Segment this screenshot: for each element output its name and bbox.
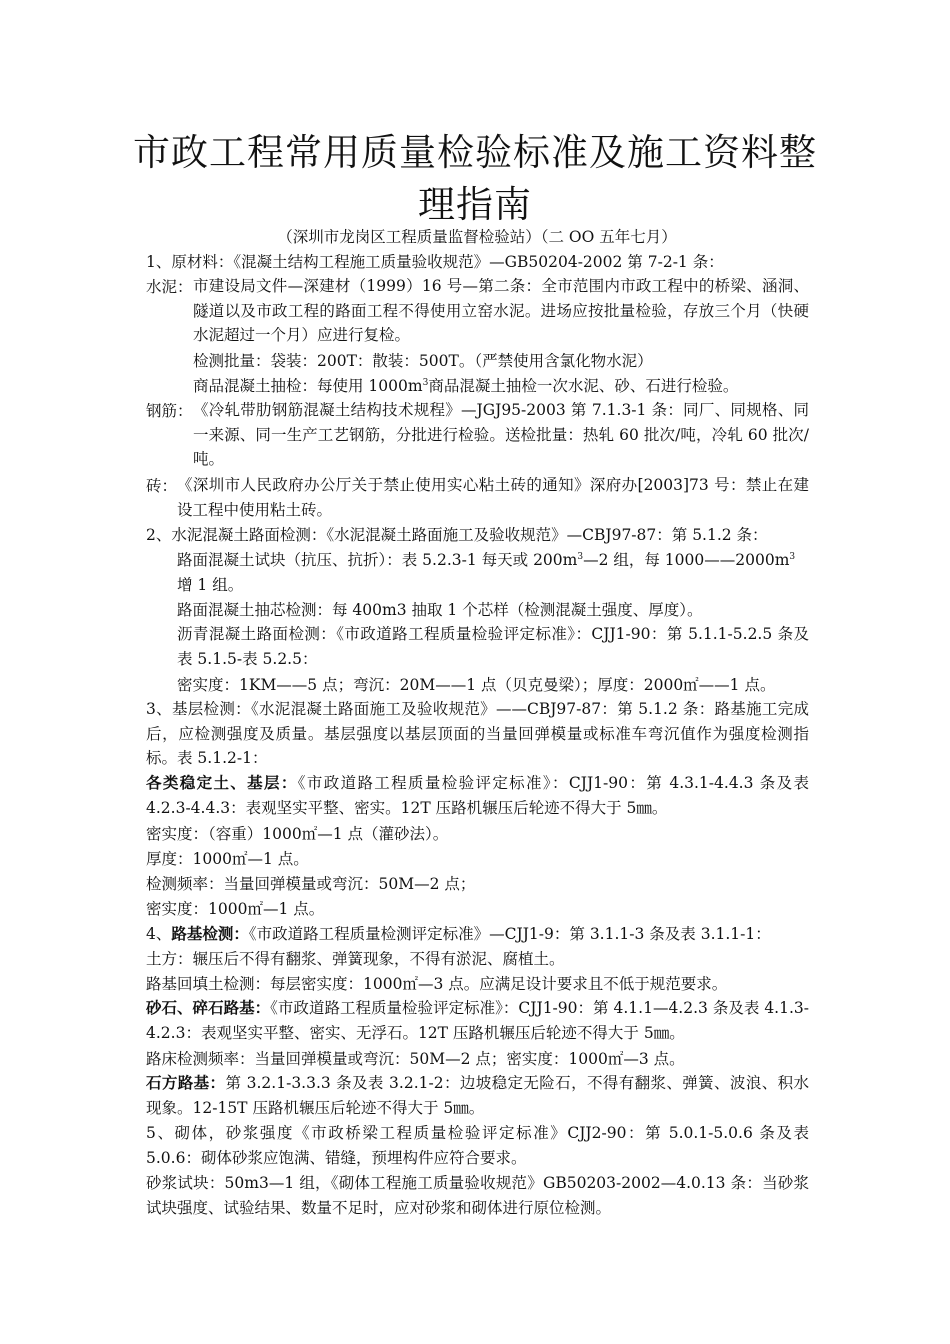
gravel-subgrade-paragraph: 砂石、碎石路基：《市政道路工程质量检验评定标准》：CJJ1-90：第 4.1.1—4.2.3 条及表 4.1.3-4.2.3：表观坚实平整、密实、无浮石。12T 压路机辗压后轮迹不得大于 5㎜。 — [146, 998, 809, 1042]
base-density-text: 密实度：（容重）1000㎡—1 点（灌砂法）。 — [146, 825, 449, 843]
core-sampling-text: 路面混凝土抽芯检测：每 400m3 抽取 1 个芯样（检测混凝土强度、厚度）。 — [177, 601, 703, 619]
document-title-line-1: 市政工程常用质量检验标准及施工资料整 — [133, 131, 817, 174]
stabilized-soil-paragraph: 各类稳定土、基层：《市政道路工程质量检验评定标准》：CJJ1-90：第 4.3.1-4.4.3 条及表 4.2.3-4.4.3：表观坚实平整、密实。12T 压路机辗压后轮迹不得大于 5㎜。 — [146, 773, 809, 817]
pavement-test-block-line: 路面混凝土试块（抗压、抗折）：表 5.2.3-1 每天或 $200m^3—2$ 组，每 $1000——2000m^3$ — [177, 551, 796, 569]
section-4-heading: 4、路基检测：《市政道路工程质量检测评定标准》—CJJ1-9：第 3.1.1-3 条及表 3.1.1-1： — [146, 924, 771, 943]
base-thickness-text: 厚度：1000㎡—1 点。 — [146, 850, 309, 868]
document-subtitle: （深圳市龙岗区工程质量监督检验站）（二 OO 五年七月） — [277, 228, 677, 246]
density-frequency-text: 密实度：1KM——5 点；弯沉：20M——1 点（贝克曼梁）；厚度：2000㎡——1 点。 — [177, 676, 776, 694]
steel-label: 钢筋： — [146, 402, 193, 420]
document-title-line-2: 理指南 — [418, 183, 532, 226]
cement-paragraph: 市建设局文件—深建材（1999）16 号—第二条：全市范围内市政工程中的桥梁、涵洞、隧道以及市政工程的路面工程不得使用立窑水泥。进场应按批量检验，存放三个月（快硬水泥超过一个月）应进行复检。 — [193, 277, 809, 345]
base-frequency-text: 检测频率：当量回弹模量或弯沉：50M—2 点； — [146, 875, 476, 893]
cement-label: 水泥： — [146, 278, 193, 296]
base-density2-text: 密实度：1000㎡—1 点。 — [146, 900, 325, 918]
cement-batch-text: 检测批量：袋装：200T：散装：500T。（严禁使用含氯化物水泥） — [193, 352, 653, 370]
brick-label: 砖： — [146, 477, 178, 495]
brick-paragraph: 《深圳市人民政府办公厅关于禁止使用实心粘土砖的通知》深府办[2003]73 号：禁止在建设工程中使用粘土砖。 — [177, 476, 809, 519]
earthwork-text: 土方：辗压后不得有翻浆、弹簧现象，不得有淤泥、腐植土。 — [146, 950, 565, 968]
steel-paragraph: 《冷轧带肋钢筋混凝土结构技术规程》—JGJ95-2003 第 7.1.3-1 条：同厂、同规格、同一来源、同一生产工艺钢筋，分批进行检验。送检批量：热轧 60 批次/吨，冷轧 60 批次/吨。 — [193, 401, 809, 469]
section-1-heading: 1、原材料：《混凝土结构工程施工质量验收规范》—GB50204-2002 第 7-2-1 条： — [146, 253, 724, 271]
section-3-heading: 3、基层检测：《水泥混凝土路面施工及验收规范》——CBJ97-87：第 5.1.2 条：路基施工完成后，应检测强度及质量。基层强度以基层顶面的当量回弹模量或标准车弯沉值作为强度检测指标。表 5.1.2-1： — [146, 700, 809, 768]
section-2-heading: 2、水泥混凝土路面检测：《水泥混凝土路面施工及验收规范》—CBJ97-87：第 5.1.2 条： — [146, 526, 768, 544]
backfill-text: 路基回填土检测：每层密实度：1000㎡—3 点。应满足设计要求且不低于规范要求。 — [146, 975, 728, 993]
concrete-sampling-text: 商品混凝土抽检：每使用 $1000m^3$商品混凝土抽检一次水泥、砂、石进行检验。 — [193, 377, 739, 395]
subgrade-frequency-text: 路床检测频率：当量回弹模量或弯沉：50M—2 点；密实度：1000㎡—3 点。 — [146, 1050, 685, 1068]
mortar-test-paragraph: 砂浆试块：50m3—1 组，《砌体工程施工质量验收规范》GB50203-2002—4.0.13 条：当砂浆试块强度、试验结果、数量不足时，应对砂浆和砌体进行原位检测。 — [146, 1174, 809, 1217]
rock-subgrade-paragraph: 石方路基：第 3.2.1-3.3.3 条及表 3.2.1-2：边坡稳定无险石，不得有翻浆、弹簧、波浪、积水现象。12-15T 压路机辗压后轮迹不得大于 5㎜。 — [146, 1073, 809, 1117]
section-5-heading: 5、砌体，砂浆强度《市政桥梁工程质量检验评定标准》CJJ2-90：第 5.0.1-5.0.6 条及表 5.0.6：砌体砂浆应饱满、错缝，预埋构件应符合要求。 — [146, 1124, 809, 1167]
pavement-test-block-cont: 增 1 组。 — [177, 576, 244, 594]
asphalt-test-text: 沥青混凝土路面检测：《市政道路工程质量检验评定标准》：CJJ1-90：第 5.1.1-5.2.5 条及表 5.1.5-表 5.2.5： — [177, 625, 809, 668]
